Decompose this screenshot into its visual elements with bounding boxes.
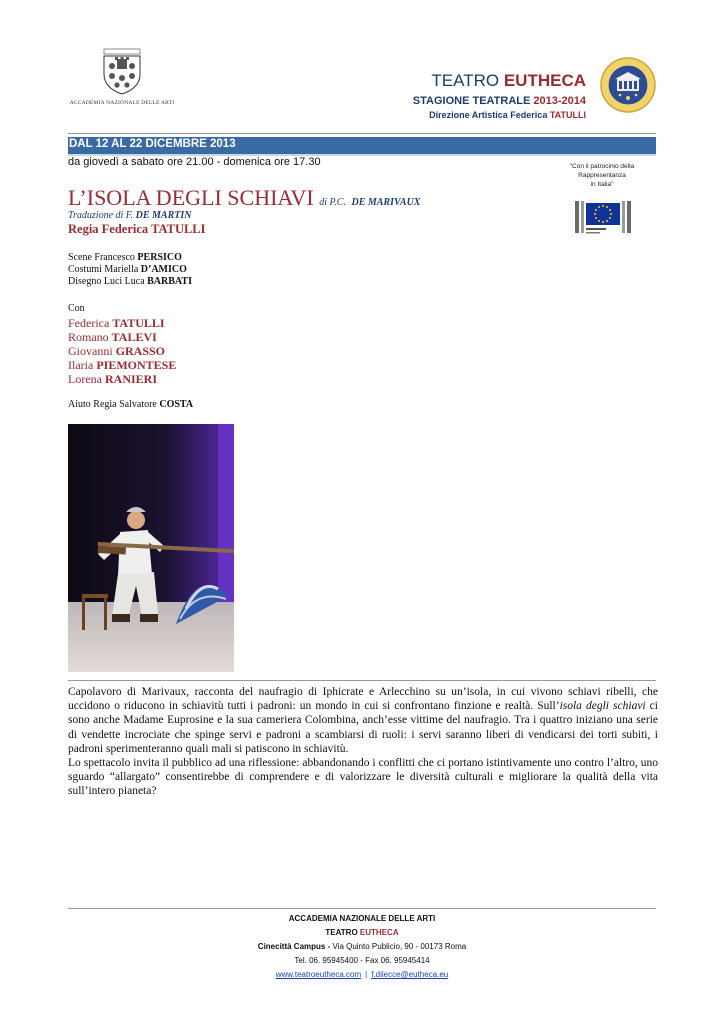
footer-address [68,942,656,951]
footer-academy [68,914,656,923]
cast-first-name: Giovanni [68,344,113,358]
show-title-line [68,185,420,211]
translation-prefix: Traduzione di F. [68,210,134,221]
academy-logo [68,48,176,110]
stage-photo [68,424,234,672]
artistic-direction-prefix: Direzione Artistica Federica [429,110,548,120]
academy-crest-icon [100,48,144,96]
cast-last-name: TALEVI [111,330,157,344]
footer-theatre-name: EUTHECA [359,928,399,937]
email-link[interactable]: f.dilecce@eutheca.eu [371,970,449,979]
assistant-director-credit [68,399,193,410]
credit-lighting [68,276,192,287]
cast-member [68,344,165,358]
cast-first-name: Lorena [68,372,102,386]
synopsis-text: ci sono anche Madame Euprosine e la sua cameriera Colombina, anch’esse vittime del naufragio. Tra i quattro iniziano una serie di vendette incrociate che spinge servi e padroni a scambiarsi di ruoli: i servi saranno liberi di vendicarsi dei torti subiti, i padroni sperimenteranno quali mali si patiscono in schiavitù. [68,700,658,755]
footer-separator: | [365,970,368,979]
synopsis-text: Capolavoro di Marivaux, racconta del naufragio di Iphicrate e Arlecchino su un’isola, in cui vivono schiavi ribelli, che uccidono o riducono in schiavitù tutti i padroni: un mondo in cui si confrontano finzione e realtà. Sull’ [68,686,658,713]
credit-costumes [68,264,187,275]
synopsis-italic-title: isola degli schiavi [559,700,646,713]
cast-label: Con [68,303,85,314]
footer-phone: Tel. 06. 95945400 - Fax 06. 95945414 [294,956,430,965]
credit-name: PERSICO [137,252,182,263]
show-times: da giovedì a sabato ore 21.00 - domenica ore 17.30 [68,156,321,168]
cast-first-name: Federica [68,316,110,330]
cast-first-name: Ilaria [68,358,94,372]
cast-member [68,330,157,344]
credit-role: Scene Francesco [68,252,135,263]
director-name: TATULLI [151,222,206,236]
credit-role: Costumi Mariella [68,264,139,275]
artistic-director-name: TATULLI [549,110,586,120]
top-divider [68,133,656,134]
credit-role: Disegno Luci Luca [68,276,145,287]
patronage-line: in Italia” [590,181,614,188]
translator-name: DE MARTIN [135,210,192,221]
credit-name: BARBATI [147,276,192,287]
artistic-direction-line [380,110,586,120]
cast-last-name: TATULLI [112,316,165,330]
patronage-note [548,162,656,189]
footer-street: Via Quinto Publicio, 90 - 00173 Roma [330,942,467,951]
patronage-line: “Con il patrocinio della [569,163,635,170]
direction-credit [68,222,206,237]
footer-links [68,970,656,979]
translation-credit [68,210,191,221]
european-commission-logo-icon [573,195,637,241]
credit-name: D’AMICO [140,264,187,275]
theatre-prefix: TEATRO [431,71,500,90]
cast-member [68,358,176,372]
season-prefix: STAGIONE TEATRALE [412,95,531,107]
author-prefix: di P.C. [319,197,346,208]
event-dates: DAL 12 AL 22 DICEMBRE 2013 [69,138,236,150]
footer-divider [68,908,656,909]
patronage-line: Rappresentanza [578,172,626,179]
cast-first-name: Romano [68,330,109,344]
credit-scenes [68,252,182,263]
cast-member [68,372,157,386]
eutheca-seal-icon [600,57,656,113]
season-line [380,95,586,107]
footer-theatre-prefix: TEATRO [325,928,358,937]
season-years: 2013-2014 [533,95,586,107]
direction-prefix: Regia Federica [68,222,149,236]
cast-last-name: GRASSO [115,344,166,358]
show-title: L’ISOLA DEGLI SCHIAVI [68,185,314,210]
theatre-name: EUTHECA [503,71,586,90]
footer-campus: Cinecittà Campus - [257,942,331,951]
assistant-name: COSTA [159,399,194,410]
date-banner [68,137,656,154]
assistant-role: Aiuto Regia Salvatore [68,399,157,410]
cast-member [68,316,165,330]
website-link[interactable]: www.teatroeutheca.com [275,970,362,979]
cast-last-name: PIEMONTESE [96,358,177,372]
author-name: DE MARIVAUX [351,197,421,208]
synopsis [68,685,658,799]
content-divider [68,680,656,681]
theatre-title [430,71,586,91]
synopsis-paragraph [68,685,658,756]
synopsis-paragraph: Lo spettacolo invita il pubblico ad una riflessione: abbandonando i conflitti che ci portano istintivamente uno contro l’altro, uno sguardo “allargato” consentirebbe di comprendere e di valorizzare le diversità culturali e migliorare la qualità della vita sull’intero pianeta? [68,757,658,798]
footer-theatre [68,928,656,937]
footer-academy-name: ACCADEMIA NAZIONALE DELLE ARTI [288,914,436,923]
cast-last-name: RANIERI [104,372,157,386]
academy-crest-caption: ACCADEMIA NAZIONALE DELLE ARTI [69,100,175,106]
